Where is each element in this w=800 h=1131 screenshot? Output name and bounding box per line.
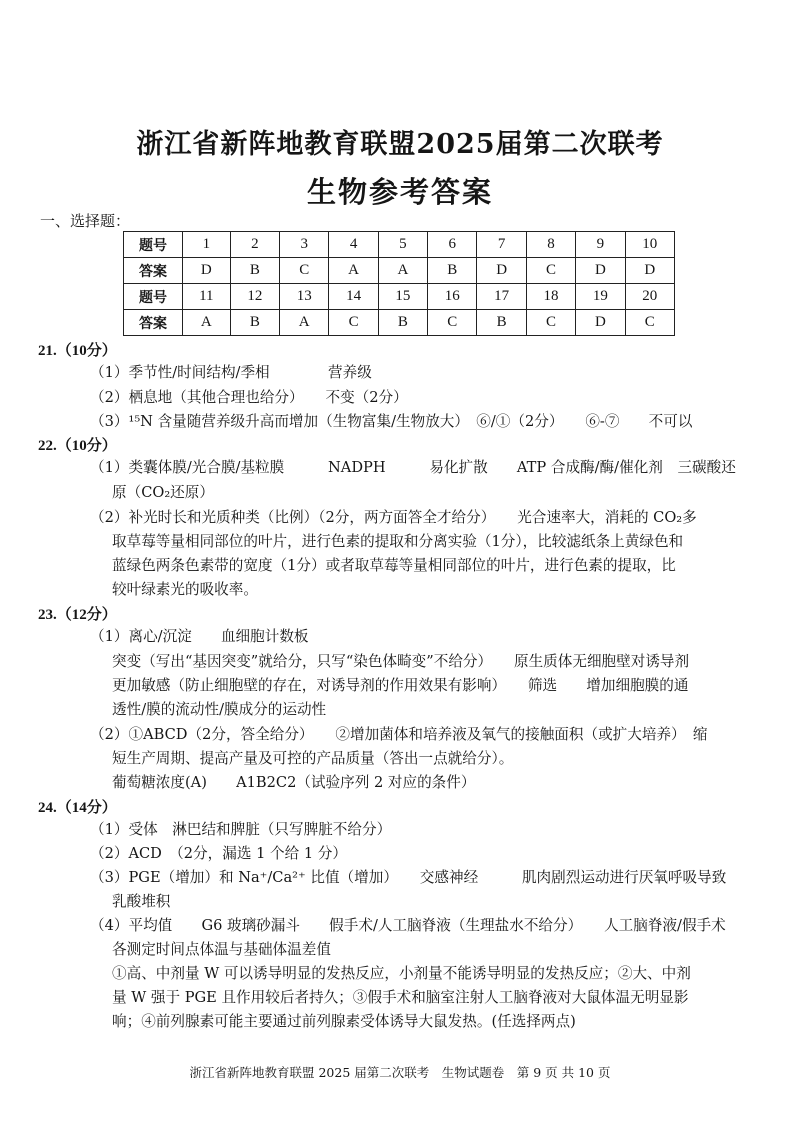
table-cell: C <box>428 310 477 336</box>
table-cell: C <box>329 310 378 336</box>
table-cell: D <box>576 258 625 284</box>
table-cell: B <box>477 310 526 336</box>
table-cell: 19 <box>576 284 625 310</box>
table-cell: 18 <box>526 284 575 310</box>
answer-line: （2）ACD （2分，漏选 1 个给 1 分） <box>90 845 347 862</box>
answer-line: （1）类囊体膜/光合膜/基粒膜 NADPH 易化扩散 ATP 合成酶/酶/催化剂 三碳酸还 <box>90 459 736 476</box>
answer-line: （1）受体 淋巴结和脾脏（只写脾脏不给分） <box>90 821 392 838</box>
table-cell: 6 <box>428 232 477 258</box>
table-cell: 8 <box>526 232 575 258</box>
table-cell: 4 <box>329 232 378 258</box>
answer-line: 突变（写出“基因突变”就给分，只写“染色体畸变”不给分） 原生质体无细胞壁对诱导剂 <box>112 653 690 670</box>
table-cell: D <box>477 258 526 284</box>
table-cell: 12 <box>230 284 279 310</box>
row-label: 答案 <box>124 258 183 284</box>
table-cell: 1 <box>183 232 231 258</box>
table-row <box>124 258 675 284</box>
table-cell: 10 <box>625 232 674 258</box>
table-cell: B <box>230 310 279 336</box>
question-22-heading: 22.（10分） <box>38 438 117 454</box>
answer-line: 较叶绿素光的吸收率。 <box>112 581 258 598</box>
question-21-heading: 21.（10分） <box>38 343 117 359</box>
question-24-heading: 24.（14分） <box>38 800 117 816</box>
answer-line: （2）补光时长和光质种类（比例）（2分，两方面答全才给分） 光合速率大，消耗的 CO₂多 <box>90 509 697 526</box>
answer-line: （2）栖息地（其他合理也给分） 不变（2分） <box>90 389 408 406</box>
answer-line: （1）季节性/时间结构/季相 营养级 <box>90 364 372 381</box>
table-cell: C <box>625 310 674 336</box>
answer-line: 取草莓等量相同部位的叶片，进行色素的提取和分离实验（1分），比较滤纸条上黄绿色和 <box>112 533 684 550</box>
table-cell: C <box>526 310 575 336</box>
question-23-heading: 23.（12分） <box>38 607 117 623</box>
page-subtitle: 生物参考答案 <box>306 175 493 209</box>
answer-table <box>123 231 675 336</box>
table-cell: B <box>378 310 427 336</box>
table-cell: A <box>183 310 231 336</box>
answer-line: 量 W 强于 PGE 且作用较后者持久；③假手术和脑室注射人工脑脊液对大鼠体温无明显影 <box>112 989 689 1006</box>
answer-line: ①高、中剂量 W 可以诱导明显的发热反应，小剂量不能诱导明显的发热反应；②大、中剂 <box>112 965 691 982</box>
table-cell: 17 <box>477 284 526 310</box>
answer-line: （3）PGE（增加）和 Na⁺/Ca²⁺ 比值（增加） 交感神经 肌肉剧烈运动进行厌氧呼吸导致 <box>90 869 727 886</box>
answer-line: （3）¹⁵N 含量随营养级升高而增加（生物富集/生物放大） ⑥/①（2分） ⑥-⑦ 不可以 <box>90 413 693 430</box>
answer-line: （1）离心/沉淀 血细胞计数板 <box>90 628 309 645</box>
table-row <box>124 284 675 310</box>
table-cell: D <box>183 258 231 284</box>
answer-line: （4）平均值 G6 玻璃砂漏斗 假手术/人工脑脊液（生理盐水不给分） 人工脑脊液/假手术 <box>90 917 726 934</box>
table-cell: A <box>329 258 378 284</box>
answer-line: 葡萄糖浓度(A) A1B2C2（试验序列 2 对应的条件） <box>112 774 476 791</box>
answer-line: （2）①ABCD（2分，答全给分） ②增加菌体和培养液及氧气的接触面积（或扩大培养） 缩 <box>90 726 708 743</box>
table-cell: D <box>625 258 674 284</box>
row-label: 题号 <box>124 232 183 258</box>
table-cell: C <box>280 258 329 284</box>
answer-line: 各测定时间点体温与基础体温差值 <box>112 941 331 958</box>
table-row <box>124 232 675 258</box>
table-cell: 2 <box>230 232 279 258</box>
table-row <box>124 310 675 336</box>
answer-line: 透性/膜的流动性/膜成分的运动性 <box>112 701 327 718</box>
table-cell: 9 <box>576 232 625 258</box>
table-cell: D <box>576 310 625 336</box>
section-heading: 一、选择题： <box>40 212 131 230</box>
table-cell: B <box>428 258 477 284</box>
table-cell: A <box>378 258 427 284</box>
answer-line: 短生产周期、提高产量及可控的产品质量（答出一点就给分）。 <box>112 750 514 767</box>
table-cell: A <box>280 310 329 336</box>
table-cell: 14 <box>329 284 378 310</box>
table-cell: 3 <box>280 232 329 258</box>
table-cell: 15 <box>378 284 427 310</box>
table-cell: 5 <box>378 232 427 258</box>
answer-line: 蓝绿色两条色素带的宽度（1分）或者取草莓等量相同部位的叶片，进行色素的提取，比 <box>112 557 676 574</box>
answer-line: 更加敏感（防止细胞壁的存在，对诱导剂的作用效果有影响） 筛选 增加细胞膜的通 <box>112 677 689 694</box>
table-cell: 13 <box>280 284 329 310</box>
page-footer: 浙江省新阵地教育联盟 2025 届第二次联考 生物试题卷 第 9 页 共 10 页 <box>189 1065 611 1080</box>
table-cell: 11 <box>183 284 231 310</box>
answer-line: 原（CO₂还原） <box>112 484 214 501</box>
table-cell: 7 <box>477 232 526 258</box>
table-cell: 20 <box>625 284 674 310</box>
row-label: 题号 <box>124 284 183 310</box>
page-title: 浙江省新阵地教育联盟2025届第二次联考 <box>136 129 664 160</box>
table-cell: 16 <box>428 284 477 310</box>
answer-line: 响；④前列腺素可能主要通过前列腺素受体诱导大鼠发热。(任选择两点) <box>112 1013 576 1030</box>
row-label: 答案 <box>124 310 183 336</box>
table-cell: B <box>230 258 279 284</box>
table-cell: C <box>526 258 575 284</box>
answer-line: 乳酸堆积 <box>112 893 171 910</box>
